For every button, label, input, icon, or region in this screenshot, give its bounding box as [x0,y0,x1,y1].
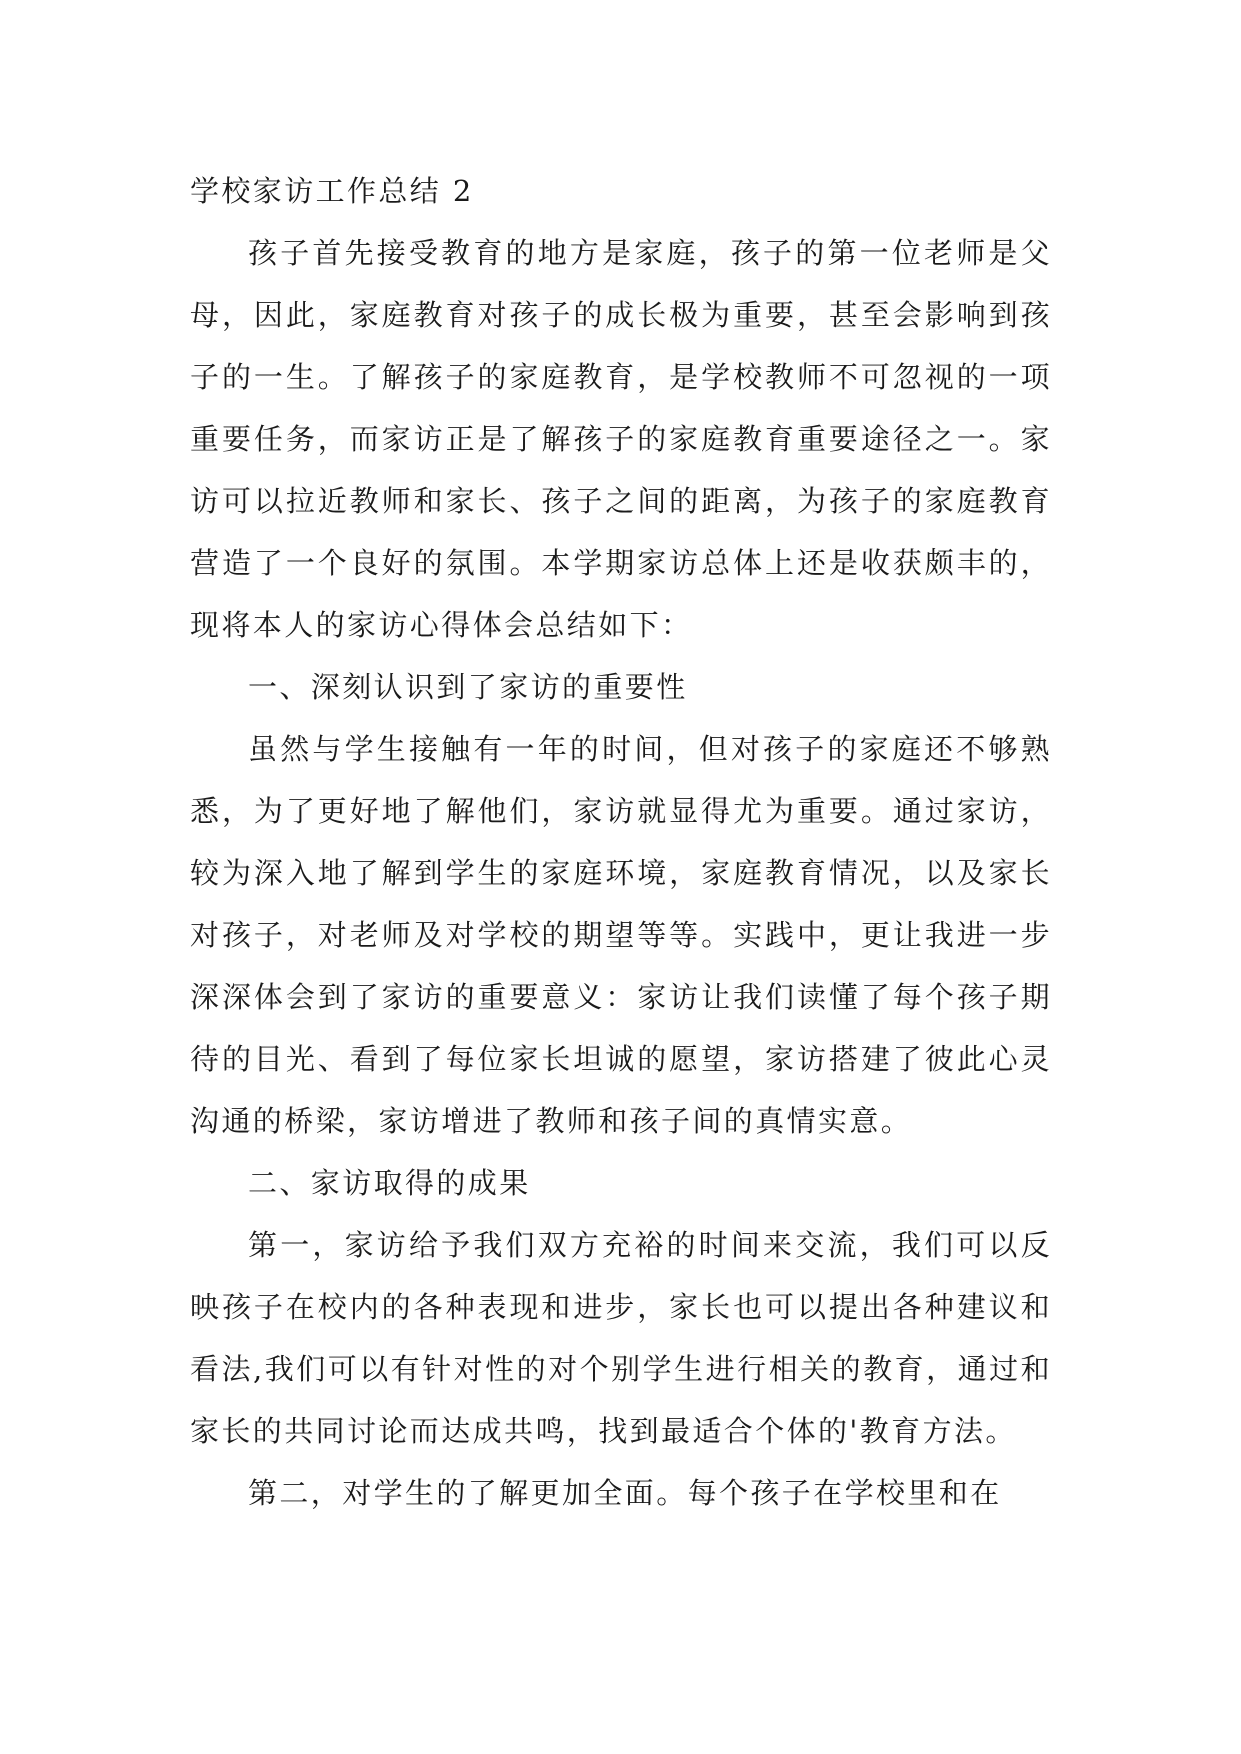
section-heading-importance: 一、深刻认识到了家访的重要性 [248,670,688,704]
section-heading-results: 二、家访取得的成果 [248,1166,531,1200]
results-paragraph-first: 第一，家访给予我们双方充裕的时间来交流，我们可以反映孩子在校内的各种表现和进步，家长也可以提出各种建议和看法,我们可以有针对性的对个别学生进行相关的教育，通过和家长的共同讨论而达成共鸣，找到最适合个体的'教育方法。 [190,1228,1052,1448]
document-title: 学校家访工作总结 2 [190,174,474,208]
intro-paragraph: 孩子首先接受教育的地方是家庭，孩子的第一位老师是父母，因此，家庭教育对孩子的成长极为重要，甚至会影响到孩子的一生。了解孩子的家庭教育，是学校教师不可忽视的一项重要任务，而家访正是了解孩子的家庭教育重要途径之一。家访可以拉近教师和家长、孩子之间的距离，为孩子的家庭教育营造了一个良好的氛围。本学期家访总体上还是收获颇丰的，现将本人的家访心得体会总结如下： [190,236,1052,642]
results-paragraph-second: 第二，对学生的了解更加全面。每个孩子在学校里和在 [248,1476,1002,1510]
document-body [190,160,1052,1524]
importance-paragraph: 虽然与学生接触有一年的时间，但对孩子的家庭还不够熟悉，为了更好地了解他们，家访就显得尤为重要。通过家访，较为深入地了解到学生的家庭环境，家庭教育情况，以及家长对孩子，对老师及对学校的期望等等。实践中，更让我进一步深深体会到了家访的重要意义：家访让我们读懂了每个孩子期待的目光、看到了每位家长坦诚的愿望，家访搭建了彼此心灵沟通的桥梁，家访增进了教师和孩子间的真情实意。 [190,732,1052,1138]
